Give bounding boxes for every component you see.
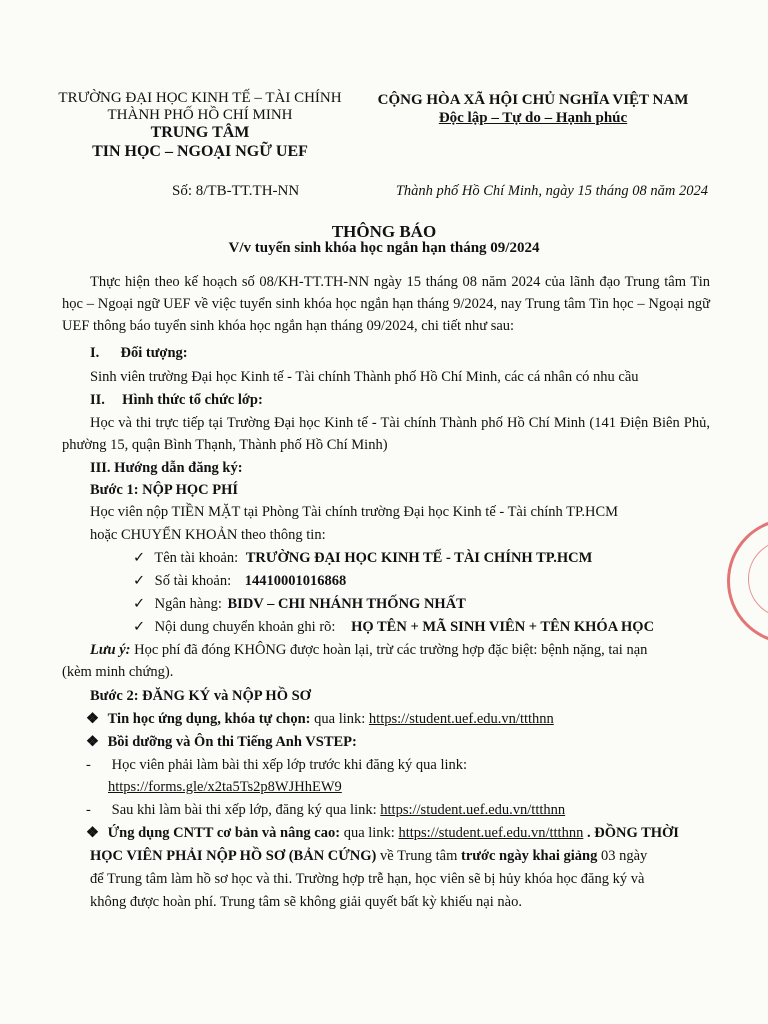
center-name (40, 123, 360, 161)
section-1-title: Đối tượng: (120, 345, 188, 361)
placement-test-row (108, 776, 342, 798)
section-2-number: II. (90, 392, 105, 408)
item-applied-it (86, 708, 554, 730)
vstep-sub1-text: Học viên phải làm bài thi xếp lớp trước khi đăng ký qua link: (111, 757, 468, 773)
section-3-heading: III. Hướng dẫn đăng ký: (90, 460, 243, 476)
placement-test-link[interactable]: https://forms.gle/x2ta5Ts2p8WJHhEW9 (108, 779, 342, 795)
section-1-number: I. (90, 345, 100, 361)
section-2-heading (90, 389, 263, 411)
section-1-text: Sinh viên trường Đại học Kinh tế - Tài chính Thành phố Hồ Chí Minh, các cá nhân có nhu cầu (90, 369, 639, 385)
transfer-content-value: HỌ TÊN + MÃ SINH VIÊN + TÊN KHÓA HỌC (351, 619, 655, 635)
item-it-bold1: . ĐỒNG THỜI (586, 825, 679, 841)
step-2-heading: Bước 2: ĐĂNG KÝ và NỘP HỒ SƠ (90, 688, 311, 704)
dash-bullet: - (86, 757, 91, 773)
account-name-row (133, 547, 592, 569)
transfer-content-row (133, 616, 654, 638)
vstep-register-link[interactable]: https://student.uef.edu.vn/ttthnn (380, 802, 566, 818)
notice-title: THÔNG BÁO (331, 222, 437, 241)
dash-bullet: - (86, 802, 91, 818)
account-number-value: 14410001016868 (244, 573, 347, 589)
national-motto-text: Độc lập – Tự do – Hạnh phúc (438, 110, 628, 126)
item-it-basic-advanced (86, 822, 679, 844)
notice-subtitle: V/v tuyển sinh khóa học ngắn hạn tháng 09/2024 (228, 240, 540, 256)
national-motto (358, 110, 708, 127)
diamond-bullet-icon: ❖ (86, 711, 99, 727)
step-1-line1: Học viên nộp TIỀN MẶT tại Phòng Tài chính trường Đại học Kinh tế - Tài chính TP.HCM (90, 504, 619, 520)
item-it-line4: không được hoàn phí. Trung tâm sẽ không giải quyết bất kỳ khiếu nại nào. (90, 894, 522, 910)
document-date: Thành phố Hồ Chí Minh, ngày 15 tháng 08 năm 2024 (395, 183, 708, 199)
intro-paragraph: Thực hiện theo kế hoạch số 08/KH-TT.TH-NN ngày 15 tháng 08 năm 2024 của lãnh đạo Trung tâm Tin học – Ngoại ngữ UEF về việc tuyển sinh khóa học ngắn hạn tháng 9/2024, nay Trung tâm Tin học – Ngoại ngữ UEF thông báo tuyển sinh khóa học ngắn hạn tháng 09/2024, chi tiết như sau: (62, 274, 710, 334)
vstep-sub1 (86, 754, 467, 776)
vstep-sub2-text: Sau khi làm bài thi xếp lớp, đăng ký qua link: (111, 802, 377, 818)
bank-row (133, 593, 466, 615)
item-it-line3: để Trung tâm làm hồ sơ học và thi. Trường hợp trễ hạn, học viên sẽ bị hủy khóa học đăng ký và (90, 871, 645, 887)
fee-note-continued: (kèm minh chứng). (62, 664, 174, 680)
center-name-line1: TRUNG TÂM (150, 124, 250, 141)
check-icon: ✓ (133, 596, 146, 612)
item-it-text3: 03 ngày (600, 848, 648, 864)
school-name-line1: TRƯỜNG ĐẠI HỌC KINH TẾ – TÀI CHÍNH (58, 90, 342, 106)
account-number-label: Số tài khoản: (154, 573, 232, 589)
account-number-row (133, 570, 346, 592)
item-applied-it-text: qua link: (314, 711, 366, 727)
fee-note (90, 639, 647, 661)
section-2-title: Hình thức tổ chức lớp: (122, 392, 263, 408)
transfer-content-label: Nội dung chuyển khoản ghi rõ: (154, 619, 336, 635)
section-1-heading (90, 342, 188, 364)
step-1-heading: Bước 1: NỘP HỌC PHÍ (90, 482, 239, 498)
check-icon: ✓ (133, 619, 146, 635)
bank-label: Ngân hàng: (154, 596, 222, 612)
fee-note-label: Lưu ý: (90, 642, 131, 658)
document-number: Số: 8/TB-TT.TH-NN (172, 183, 300, 199)
school-name-line2: THÀNH PHỐ HỒ CHÍ MINH (107, 107, 293, 123)
vstep-sub2 (86, 799, 565, 821)
account-name-label: Tên tài khoản: (154, 550, 239, 566)
center-name-line2: TIN HỌC – NGOẠI NGỮ UEF (92, 143, 308, 160)
diamond-bullet-icon: ❖ (86, 734, 99, 750)
account-name-value: TRƯỜNG ĐẠI HỌC KINH TẾ - TÀI CHÍNH TP.HCM (245, 550, 593, 566)
item-it-bold2: HỌC VIÊN PHẢI NỘP HỒ SƠ (BẢN CỨNG) (90, 848, 377, 864)
item-it-bold3: trước ngày khai giảng (460, 848, 598, 864)
item-it-label: Ứng dụng CNTT cơ bản và nâng cao: (107, 825, 341, 841)
item-it-text: qua link: (343, 825, 395, 841)
national-title: CỘNG HÒA XÃ HỘI CHỦ NGHĨA VIỆT NAM (377, 92, 689, 108)
item-vstep (86, 731, 357, 753)
bank-value: BIDV – CHI NHÁNH THỐNG NHẤT (227, 596, 466, 612)
it-register-link[interactable]: https://student.uef.edu.vn/ttthnn (398, 825, 584, 841)
item-applied-it-label: Tin học ứng dụng, khóa tự chọn: (107, 711, 311, 727)
diamond-bullet-icon: ❖ (86, 825, 99, 841)
check-icon: ✓ (133, 573, 146, 589)
school-name (40, 90, 360, 124)
item-it-text2: về Trung tâm (380, 848, 458, 864)
item-it-line2 (90, 845, 647, 867)
fee-note-text: Học phí đã đóng KHÔNG được hoàn lại, trừ các trường hợp đặc biệt: bệnh nặng, tai nạn (134, 642, 648, 658)
student-portal-link[interactable]: https://student.uef.edu.vn/ttthnn (368, 711, 554, 727)
check-icon: ✓ (133, 550, 146, 566)
step-1-line2: hoặc CHUYỂN KHOẢN theo thông tin: (90, 527, 326, 543)
section-2-text: Học và thi trực tiếp tại Trường Đại học Kinh tế - Tài chính Thành phố Hồ Chí Minh (141 Điện Biên Phủ, phường 15, quận Bình Thạnh, Thành phố Hồ Chí Minh) (62, 415, 710, 453)
item-vstep-label: Bồi dưỡng và Ôn thi Tiếng Anh VSTEP: (107, 734, 357, 750)
